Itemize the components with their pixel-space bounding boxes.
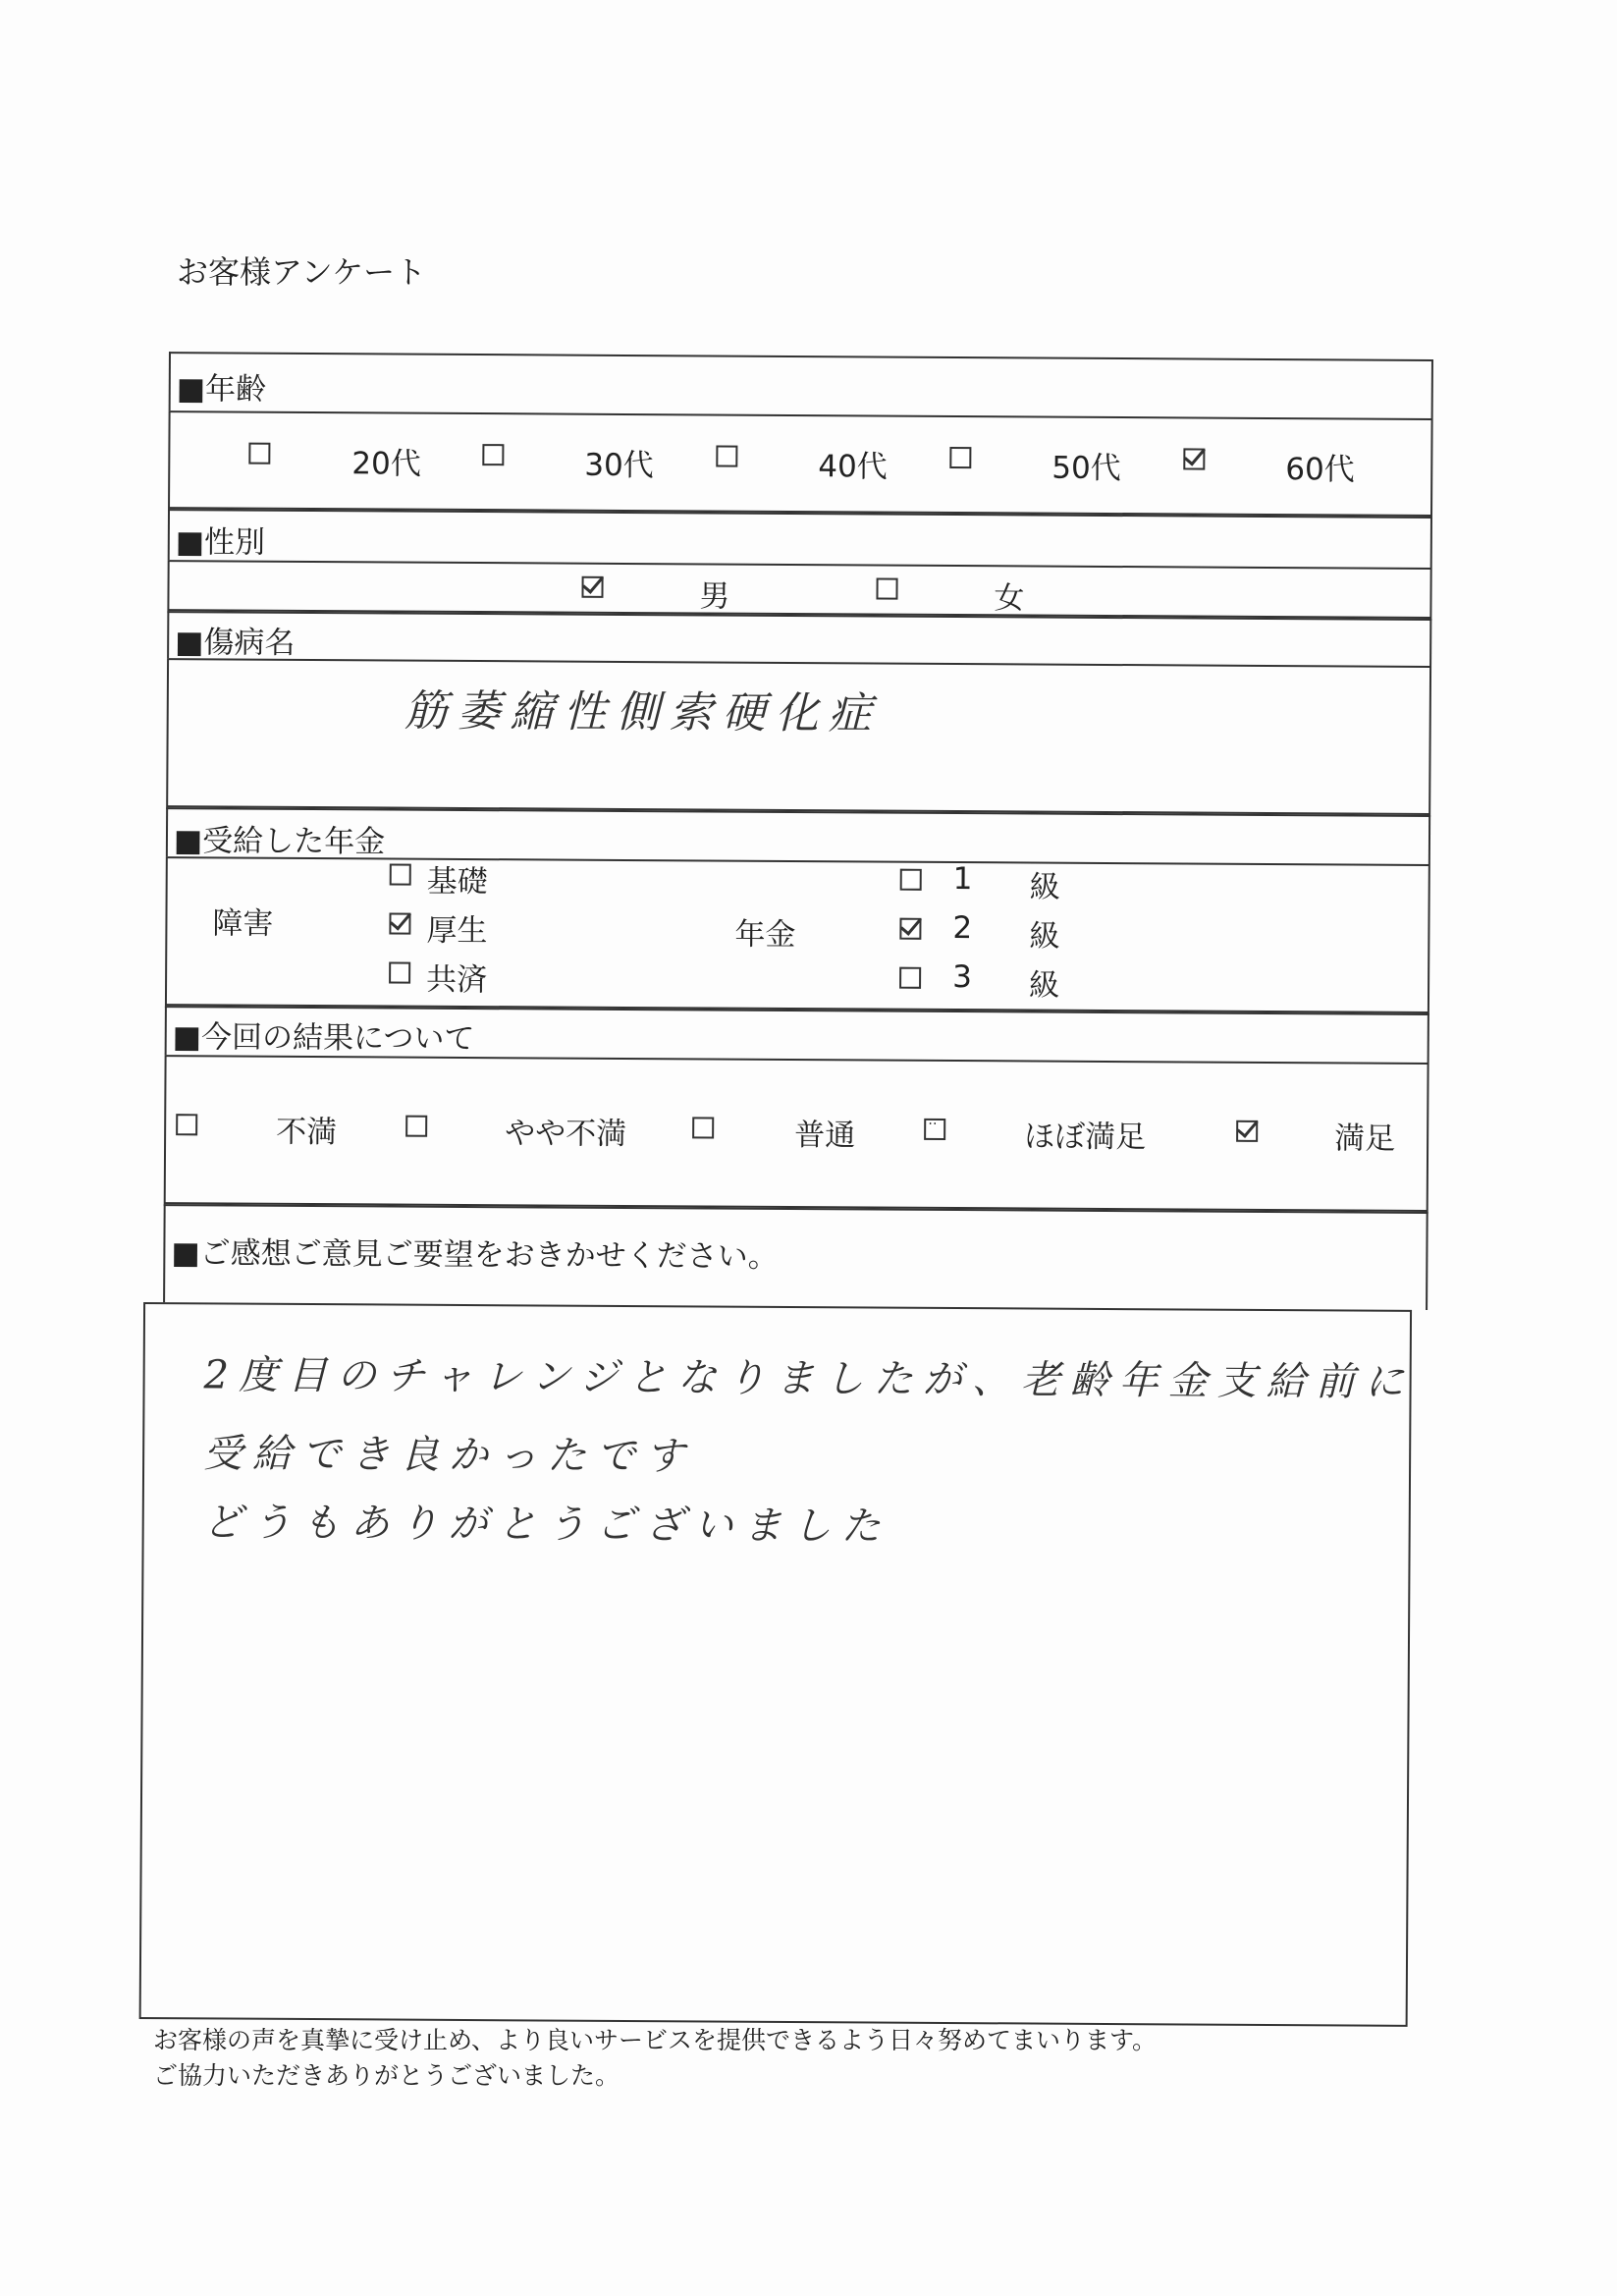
pension-kosei-checkbox[interactable] [389, 913, 410, 935]
pension-kiso-label: 基礎 [426, 863, 488, 901]
age-40s-checkbox[interactable] [716, 446, 737, 467]
age-header-label: ■年齢 [176, 371, 267, 408]
disease-entry-box [166, 658, 1431, 815]
pension-grade2-number: 2 [952, 910, 973, 947]
comments-section-header [163, 1204, 1428, 1310]
result-dissatisfied-checkbox[interactable] [176, 1114, 197, 1135]
age-20s-checkbox[interactable] [248, 443, 270, 465]
result-neutral-label: 普通 [794, 1118, 856, 1154]
disease-handwritten-text: 筋萎縮性側索硬化症 [404, 685, 882, 739]
pension-grade1-unit: 級 [1029, 869, 1060, 905]
result-mostly-satisfied-label: ほぼ満足 [1024, 1119, 1147, 1156]
pension-header-label: ■受給した年金 [173, 823, 386, 860]
pension-type-label: 障害 [212, 905, 274, 942]
gender-section-header [168, 509, 1432, 568]
pension-grade-label: 年金 [734, 916, 796, 954]
pension-grade2-unit: 級 [1029, 918, 1060, 955]
gender-options-row [167, 560, 1431, 619]
comments-header-label: ■ご感想ご意見ご要望をおきかせください。 [171, 1235, 779, 1275]
footer-line-1: お客様の声を真摯に受け止め、より良いサービスを提供できるよう日々努めてまいります。 [153, 2026, 1158, 2054]
result-mostly-satisfied-checkbox[interactable] [924, 1119, 945, 1140]
result-header-label: ■今回の結果について [172, 1019, 475, 1058]
gender-female-checkbox[interactable] [876, 578, 897, 600]
age-60s-checkbox[interactable] [1183, 448, 1205, 469]
disease-section-header [167, 611, 1431, 666]
comment-line-3: どうもありがとうございました [202, 1500, 890, 1550]
comment-line-2: 受給でき良かったです [203, 1431, 695, 1480]
disease-header-label: ■傷病名 [175, 625, 296, 661]
age-60s-label: 60代 [1285, 452, 1355, 488]
pension-grade3-checkbox[interactable] [899, 967, 921, 989]
result-somewhat-dissatisfied-label: やや不満 [505, 1116, 627, 1152]
pension-grade3-unit: 級 [1028, 967, 1060, 1004]
pension-kiso-checkbox[interactable] [390, 864, 411, 886]
result-section-header [165, 1006, 1429, 1063]
age-50s-checkbox[interactable] [949, 447, 971, 468]
comments-entry-box [139, 1302, 1415, 2027]
pension-grade2-checkbox[interactable] [899, 918, 921, 940]
pension-grade3-number: 3 [952, 959, 972, 996]
age-50s-label: 50代 [1051, 450, 1121, 487]
result-somewhat-dissatisfied-checkbox[interactable] [405, 1116, 427, 1137]
age-options-row [168, 410, 1433, 517]
pension-kyosai-label: 共済 [425, 961, 488, 999]
footer-line-2: ご協力いただきありがとうございました。 [153, 2061, 620, 2090]
age-30s-label: 30代 [584, 447, 654, 484]
comment-line-1: 2度目のチャレンジとなりましたが、老齢年金支給前に [203, 1352, 1415, 1405]
survey-form [139, 352, 1433, 2019]
age-40s-label: 40代 [818, 449, 888, 485]
result-options-row [164, 1055, 1429, 1212]
pension-grade1-checkbox[interactable] [900, 869, 922, 891]
pension-grade1-number: 1 [952, 861, 973, 898]
gender-male-checkbox[interactable] [581, 576, 603, 598]
result-dissatisfied-label: 不満 [276, 1114, 338, 1151]
age-30s-checkbox[interactable] [482, 444, 504, 465]
age-section-header [169, 352, 1433, 418]
gender-header-label: ■性別 [175, 524, 266, 561]
gender-male-label: 男 [699, 578, 730, 615]
pension-options-box [165, 856, 1430, 1013]
result-satisfied-label: 満足 [1334, 1121, 1396, 1157]
pension-section-header [166, 807, 1430, 864]
gender-female-label: 女 [994, 580, 1025, 617]
pension-kosei-label: 厚生 [426, 912, 488, 950]
age-20s-label: 20代 [351, 446, 421, 482]
result-satisfied-checkbox[interactable] [1236, 1121, 1258, 1142]
page-title: お客様アンケート [177, 253, 427, 291]
pension-kyosai-checkbox[interactable] [389, 962, 410, 984]
result-neutral-checkbox[interactable] [692, 1117, 714, 1138]
